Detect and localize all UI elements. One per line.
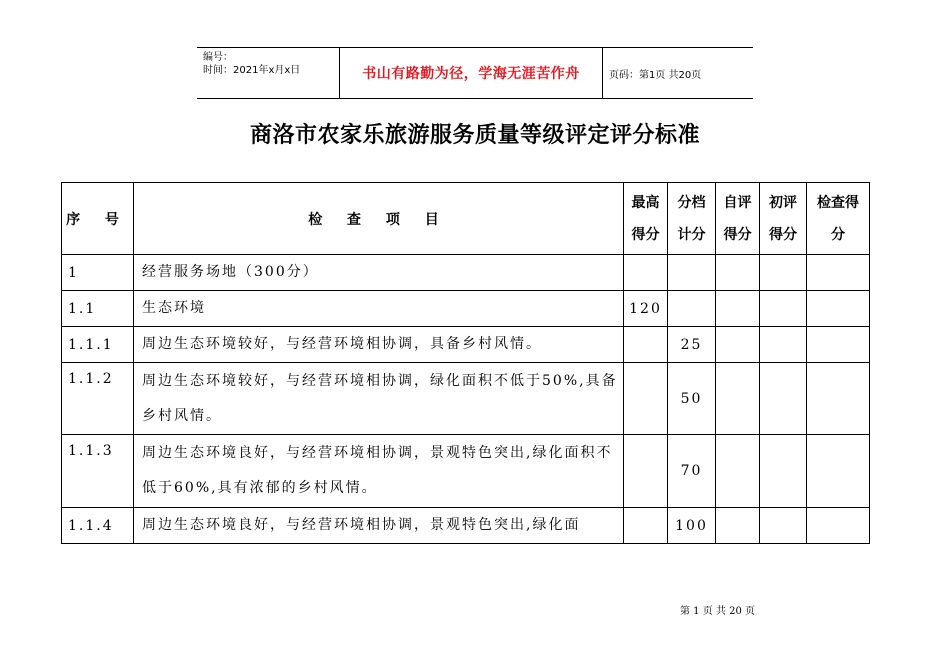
row-initial-score [760, 508, 807, 544]
row-seq: 1.1.3 [62, 435, 134, 508]
row-item: 经营服务场地（300分） [134, 255, 624, 291]
row-item: 周边生态环境良好，与经营环境相协调，景观特色突出,绿化面 [134, 508, 624, 544]
row-item: 生态环境 [134, 291, 624, 327]
table-row [62, 508, 870, 544]
row-initial-score [760, 363, 807, 435]
motto: 书山有路勤为径，学海无涯苦作舟 [340, 48, 603, 98]
number-label: 编号： [203, 52, 233, 63]
row-seq: 1.1 [62, 291, 134, 327]
document-header [197, 47, 753, 99]
row-initial-score [760, 291, 807, 327]
row-seq: 1.1.2 [62, 363, 134, 435]
row-check-score [807, 255, 870, 291]
row-item: 周边生态环境良好，与经营环境相协调，景观特色突出,绿化面积不低于60%,具有浓郁的乡村风情。 [134, 435, 624, 508]
row-check-score [807, 291, 870, 327]
row-self-score [716, 255, 760, 291]
row-check-score [807, 508, 870, 544]
header-tier-score: 分档 计分 [668, 183, 716, 255]
row-check-score [807, 327, 870, 363]
table-header-row [62, 183, 870, 255]
page-label: 页码：第1页 共20页 [609, 69, 702, 81]
row-initial-score [760, 327, 807, 363]
row-check-score [807, 435, 870, 508]
page-title: 商洛市农家乐旅游服务质量等级评定评分标准 [249, 123, 700, 148]
row-seq: 1.1.1 [62, 327, 134, 363]
row-initial-score [760, 435, 807, 508]
row-tier-score: 50 [668, 363, 716, 435]
header-max-score: 最高 得分 [624, 183, 668, 255]
row-max-score: 120 [624, 291, 668, 327]
page-footer: 第 1 页 共 20 页 [680, 606, 755, 617]
row-seq: 1.1.4 [62, 508, 134, 544]
row-tier-score: 100 [668, 508, 716, 544]
table-row [62, 363, 870, 435]
row-max-score [624, 435, 668, 508]
header-meta [197, 48, 340, 98]
header-item: 检 查 项 目 [134, 183, 624, 255]
row-self-score [716, 435, 760, 508]
row-initial-score [760, 255, 807, 291]
table-row [62, 327, 870, 363]
time-label: 时间：2021年x月x日 [203, 65, 301, 76]
row-seq: 1 [62, 255, 134, 291]
row-self-score [716, 508, 760, 544]
table-row [62, 291, 870, 327]
header-check-score: 检查得 分 [807, 183, 870, 255]
row-tier-score [668, 291, 716, 327]
table-row [62, 435, 870, 508]
row-tier-score [668, 255, 716, 291]
header-initial-score: 初评 得分 [760, 183, 807, 255]
row-self-score [716, 327, 760, 363]
header-seq: 序 号 [62, 183, 134, 255]
scoring-table [61, 182, 870, 544]
row-item: 周边生态环境较好，与经营环境相协调，具备乡村风情。 [134, 327, 624, 363]
row-item: 周边生态环境较好，与经营环境相协调，绿化面积不低于50%,具备乡村风情。 [134, 363, 624, 435]
row-check-score [807, 363, 870, 435]
table-row [62, 255, 870, 291]
row-tier-score: 25 [668, 327, 716, 363]
row-max-score [624, 255, 668, 291]
row-max-score [624, 327, 668, 363]
row-self-score [716, 291, 760, 327]
row-self-score [716, 363, 760, 435]
row-max-score [624, 508, 668, 544]
row-max-score [624, 363, 668, 435]
row-tier-score: 70 [668, 435, 716, 508]
header-self-score: 自评 得分 [716, 183, 760, 255]
